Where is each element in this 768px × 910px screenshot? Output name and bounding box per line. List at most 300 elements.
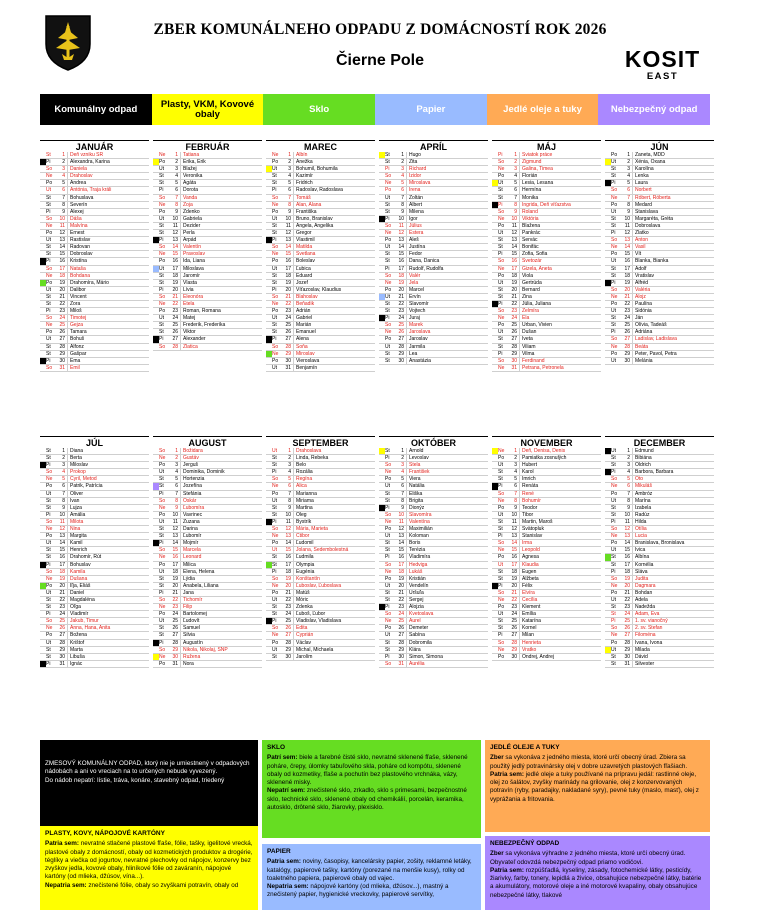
weekday: Po (272, 589, 279, 596)
weekday: St (272, 504, 277, 511)
day-row (266, 625, 375, 632)
weekday: Št (46, 653, 51, 660)
weekday: Pi (498, 251, 503, 258)
day-number: 7 (510, 491, 520, 497)
weekday: Ne (272, 350, 279, 357)
weekday: St (159, 222, 164, 229)
day-number: 15 (284, 251, 294, 257)
weekday: So (46, 364, 53, 371)
day-number: 1 (284, 152, 294, 158)
weekday: Ne (46, 272, 53, 279)
day-row (153, 483, 262, 490)
month-4 (492, 140, 601, 372)
day-row (492, 483, 601, 490)
day-number: 24 (623, 611, 633, 617)
day-row (266, 173, 375, 180)
name-day: Leonard (183, 554, 202, 561)
day-row (605, 351, 714, 358)
day-number: 13 (284, 237, 294, 243)
name-day: Valér (409, 272, 421, 279)
day-number: 3 (284, 462, 294, 468)
day-row (40, 448, 149, 455)
weekday: Ne (272, 483, 279, 490)
day-row (266, 526, 375, 533)
name-day: Aleš (409, 237, 419, 244)
name-day: Silvester (635, 660, 655, 667)
day-number: 15 (171, 547, 181, 553)
day-row (40, 223, 149, 230)
weekday: Po (159, 308, 166, 315)
day-number: 3 (510, 462, 520, 468)
name-day: Deň, Denisa, Denis (522, 448, 566, 454)
day-number: 7 (58, 491, 68, 497)
name-day: Štefánia (183, 490, 202, 497)
name-day: Milota (70, 518, 84, 525)
weekday: St (46, 547, 51, 554)
day-number: 22 (623, 597, 633, 603)
weekday: St (385, 201, 390, 208)
day-number: 14 (510, 244, 520, 250)
weekday: Ut (272, 364, 277, 371)
day-row (492, 301, 601, 308)
name-day: Aurel (409, 618, 421, 625)
day-row (492, 209, 601, 216)
day-row (379, 632, 488, 639)
day-number: 16 (397, 258, 407, 264)
day-row (40, 562, 149, 569)
day-row (492, 547, 601, 554)
day-number: 8 (623, 202, 633, 208)
day-number: 11 (397, 519, 407, 525)
day-number: 5 (510, 180, 520, 186)
name-day: Zina (522, 293, 532, 300)
name-day: Urban, Vivien (522, 322, 552, 329)
day-number: 26 (58, 625, 68, 631)
name-day: Dalibor (70, 286, 86, 293)
name-day: Milena (409, 208, 424, 215)
info-nebezpecny (485, 836, 710, 910)
name-day: Oľga (70, 604, 81, 611)
name-day: Valéria (635, 286, 651, 293)
day-row (379, 483, 488, 490)
month-name: DECEMBER (605, 436, 714, 448)
weekday: Št (611, 561, 616, 568)
name-day: Norbert (635, 187, 652, 194)
name-day: Alojz (635, 293, 646, 300)
name-day: Darina (183, 526, 198, 533)
day-number: 15 (623, 251, 633, 257)
day-row (379, 329, 488, 336)
day-row (266, 462, 375, 469)
day-row (266, 455, 375, 462)
name-day: Koloman (409, 533, 429, 540)
day-row (605, 230, 714, 237)
day-number: 2 (171, 455, 181, 461)
name-day: Miloslav (70, 462, 89, 469)
name-day: Ladislav, Ladislava (635, 336, 677, 343)
weekday: Ne (159, 152, 166, 158)
day-row (379, 209, 488, 216)
name-day: Dana, Danica (409, 258, 440, 265)
name-day: Svätopluk (522, 526, 544, 533)
name-day: Ivan (70, 497, 80, 504)
day-row (40, 195, 149, 202)
name-day: Svetozár (522, 258, 542, 265)
day-row (605, 640, 714, 647)
weekday: St (46, 244, 51, 251)
day-number: 11 (171, 223, 181, 229)
day-number: 13 (623, 533, 633, 539)
day-number: 27 (397, 632, 407, 638)
day-row (266, 216, 375, 223)
day-row (492, 266, 601, 273)
weekday: Po (159, 611, 166, 618)
day-number: 14 (58, 244, 68, 250)
day-number: 13 (510, 533, 520, 539)
day-number: 19 (58, 280, 68, 286)
weekday: St (498, 187, 503, 194)
info-sklo-title: SKLO (267, 744, 286, 751)
weekday: St (159, 476, 164, 483)
weekday: Št (159, 533, 164, 540)
name-day: Pamiatka zosnulých (522, 455, 567, 462)
weekday: Po (272, 357, 279, 364)
info-plasty-title: PLASTY, KOVY, NÁPOJOVÉ KARTÓNY (45, 830, 165, 837)
day-number: 19 (284, 576, 294, 582)
weekday: Št (611, 511, 616, 518)
name-day: Jaromír (183, 272, 200, 279)
month-name: SEPTEMBER (266, 436, 375, 448)
name-day: Izabela (635, 504, 652, 511)
name-day: Blažej (183, 166, 197, 173)
day-number: 16 (171, 554, 181, 560)
day-row (379, 583, 488, 590)
day-number: 22 (58, 597, 68, 603)
name-day: Eliška (409, 490, 423, 497)
day-row (153, 329, 262, 336)
day-number: 9 (623, 505, 633, 511)
day-number: 16 (510, 258, 520, 264)
weekday: St (46, 194, 51, 201)
name-day: Medard (635, 201, 652, 208)
day-number: 25 (623, 618, 633, 624)
name-day: Vít (635, 251, 642, 258)
day-row (40, 654, 149, 661)
name-day: Anton (635, 237, 649, 244)
day-row (605, 180, 714, 187)
name-day: Alexandra, Karina (70, 159, 110, 166)
weekday: Po (272, 208, 279, 215)
day-number: 16 (623, 258, 633, 264)
day-number: 11 (284, 519, 294, 525)
day-number: 21 (58, 590, 68, 596)
weekday: Pi (272, 469, 277, 476)
day-row (605, 491, 714, 498)
day-number: 27 (397, 336, 407, 342)
name-day: Henrieta (522, 639, 541, 646)
month-name: FEBRUÁR (153, 140, 262, 152)
name-day: Karolína (635, 166, 654, 173)
day-row (492, 448, 601, 455)
day-row (40, 604, 149, 611)
day-number: 2 (171, 159, 181, 165)
day-row (153, 569, 262, 576)
day-row (605, 358, 714, 365)
name-day: Konštantín (296, 575, 320, 582)
name-day: Vojtech (409, 308, 426, 315)
name-day: Martin, Maroš (522, 518, 553, 525)
day-number: 21 (397, 294, 407, 300)
day-number: 21 (171, 590, 181, 596)
day-row (40, 455, 149, 462)
weekday: Ne (385, 518, 392, 525)
day-number: 3 (58, 462, 68, 468)
name-day: Lenka (635, 173, 649, 180)
day-row (379, 590, 488, 597)
name-day: Kornélia (635, 561, 654, 568)
name-day: Božidara (183, 448, 203, 454)
weekday: So (611, 237, 618, 244)
info-komunalny-text: ZMESOVÝ KOMUNÁLNY ODPAD, ktorý nie je umiestnený v odpadových nádobách a ani vo vreciach na to určených nebude vyvezený. (45, 760, 250, 776)
month-8 (266, 436, 375, 661)
day-row (266, 230, 375, 237)
weekday: So (611, 625, 618, 632)
weekday: Ne (385, 279, 392, 286)
day-number: 31 (58, 661, 68, 667)
day-number: 29 (58, 351, 68, 357)
day-number: 31 (58, 365, 68, 371)
weekday: Po (385, 286, 392, 293)
name-day: Gejza (70, 322, 84, 329)
weekday: Ut (159, 166, 164, 173)
day-row (379, 519, 488, 526)
weekday: Ut (498, 462, 503, 469)
day-number: 8 (284, 498, 294, 504)
day-number: 11 (397, 223, 407, 229)
info-plasty-label2: Nepatria sem: (45, 881, 87, 889)
day-row (40, 159, 149, 166)
day-number: 11 (510, 223, 520, 229)
day-row (605, 469, 714, 476)
day-row (266, 562, 375, 569)
day-number: 10 (397, 216, 407, 222)
day-number: 16 (510, 554, 520, 560)
day-number: 17 (623, 562, 633, 568)
day-number: 18 (171, 569, 181, 575)
day-row (40, 202, 149, 209)
weekday: Št (611, 322, 616, 329)
day-number: 3 (284, 166, 294, 172)
day-number: 21 (171, 294, 181, 300)
day-row (379, 336, 488, 343)
name-day: Filoména (635, 632, 656, 639)
weekday: So (46, 166, 53, 173)
day-row (492, 230, 601, 237)
weekday: Pi (498, 632, 503, 639)
month-name: AUGUST (153, 436, 262, 448)
day-row (605, 152, 714, 159)
day-number: 27 (510, 336, 520, 342)
day-number: 22 (397, 301, 407, 307)
name-day: Marta (70, 646, 83, 653)
name-day: Milan (522, 632, 534, 639)
name-day: Dezider (183, 222, 201, 229)
name-day: Hubert (522, 462, 538, 469)
weekday: Ut (498, 329, 503, 336)
day-number: 15 (397, 251, 407, 257)
day-row (153, 202, 262, 209)
name-day: Renáta (522, 483, 539, 490)
day-number: 4 (58, 469, 68, 475)
name-day: Vladislav, Vladislava (296, 618, 342, 625)
weekday: Ut (272, 596, 277, 603)
day-row (605, 173, 714, 180)
day-number: 23 (623, 604, 633, 610)
name-day: Slavomíra (409, 511, 432, 518)
name-day: Vladimíra (409, 554, 431, 561)
name-day: Jozefína (183, 483, 202, 490)
weekday: St (611, 504, 616, 511)
day-number: 20 (284, 287, 294, 293)
day-row (153, 491, 262, 498)
day-number: 30 (58, 654, 68, 660)
name-day: Stela (409, 462, 421, 469)
weekday: Pi (46, 511, 51, 518)
weekday: Ne (385, 180, 392, 187)
day-number: 14 (284, 540, 294, 546)
day-number: 31 (510, 365, 520, 371)
weekday: Po (498, 604, 505, 611)
weekday: Pi (272, 286, 277, 293)
weekday: Ut (611, 497, 616, 504)
name-day: Lucia (635, 533, 647, 540)
day-row (266, 187, 375, 194)
name-day: Etela (183, 300, 195, 307)
day-row (40, 512, 149, 519)
weekday: St (611, 653, 616, 660)
day-number: 12 (397, 230, 407, 236)
name-day: Roland (522, 208, 538, 215)
day-number: 19 (58, 576, 68, 582)
day-number: 28 (623, 344, 633, 350)
name-day: Zlatica (183, 343, 198, 350)
day-row (40, 533, 149, 540)
day-row (492, 562, 601, 569)
weekday: Št (46, 201, 51, 208)
day-row (40, 244, 149, 251)
day-number: 1 (510, 448, 520, 454)
day-number: 12 (510, 526, 520, 532)
name-day: Monika (522, 194, 539, 201)
weekday: Po (385, 625, 392, 632)
day-row (266, 533, 375, 540)
weekday: Št (385, 208, 390, 215)
weekday: St (159, 272, 164, 279)
legend-item: Nebezpečný odpad (598, 94, 710, 125)
info-sklo-label: Patrí sem: (267, 754, 298, 762)
day-number: 19 (623, 280, 633, 286)
name-day: Iľja, Eliáš (70, 582, 91, 589)
day-row (379, 216, 488, 223)
day-number: 1 (171, 152, 181, 158)
day-row (40, 576, 149, 583)
name-day: Zora (70, 300, 81, 307)
day-number: 4 (510, 469, 520, 475)
weekday: So (498, 159, 505, 166)
weekday: Št (159, 632, 164, 639)
day-row (266, 519, 375, 526)
day-number: 11 (284, 223, 294, 229)
day-row (492, 576, 601, 583)
day-row (40, 569, 149, 576)
name-day: Zdenka (296, 604, 313, 611)
weekday: Št (159, 483, 164, 490)
day-row (40, 590, 149, 597)
name-day: Estera (409, 230, 424, 237)
day-number: 29 (171, 647, 181, 653)
day-number: 16 (284, 258, 294, 264)
day-row (379, 358, 488, 365)
weekday: Ne (159, 455, 166, 462)
weekday: Pi (159, 286, 164, 293)
weekday: Po (272, 258, 279, 265)
name-day: Bartolomej (183, 611, 207, 618)
weekday: St (46, 293, 51, 300)
day-number: 10 (623, 512, 633, 518)
day-row (605, 554, 714, 561)
month-9 (379, 436, 488, 668)
day-number: 24 (58, 611, 68, 617)
name-day: Melánia (635, 357, 653, 364)
name-day: Bohuš (70, 336, 85, 343)
weekday: Po (498, 554, 505, 561)
day-number: 8 (58, 202, 68, 208)
day-number: 12 (58, 526, 68, 532)
day-row (266, 202, 375, 209)
name-day: Bohumír (522, 497, 541, 504)
day-row (153, 301, 262, 308)
info-nebezpecny-text2: rozpúšťadlá, kyseliny, zásady, fotochemické látky, pesticídy, žiarivky, farby, tonery, lepidlá a živice, obsahujúce nebezpečné látky, batérie a akumulátory, motorové oleje a iné motorové kvapaliny, obaly obsahujúce nebezpečné látky, tlakové (490, 866, 702, 899)
day-row (40, 632, 149, 639)
day-row (153, 280, 262, 287)
weekday: So (159, 596, 166, 603)
day-row (266, 491, 375, 498)
name-day: Františka (296, 208, 317, 215)
day-number: 29 (623, 647, 633, 653)
day-number: 15 (171, 251, 181, 257)
day-row (379, 244, 488, 251)
day-row (492, 244, 601, 251)
day-row (492, 180, 601, 187)
day-row (266, 540, 375, 547)
name-day: Cecília (522, 596, 538, 603)
name-day: Matúš (296, 589, 310, 596)
weekday: St (385, 251, 390, 258)
day-number: 10 (397, 512, 407, 518)
day-row (379, 159, 488, 166)
day-number: 10 (623, 216, 633, 222)
weekday: St (159, 625, 164, 632)
weekday: Ne (385, 329, 392, 336)
weekday: Ne (272, 152, 279, 158)
weekday: Št (385, 646, 390, 653)
name-day: Ferdinand (522, 357, 545, 364)
name-day: Dobromila (409, 639, 432, 646)
weekday: Po (159, 258, 166, 265)
weekday: St (159, 173, 164, 180)
month-name: JÚN (605, 140, 714, 152)
month-11 (605, 436, 714, 668)
